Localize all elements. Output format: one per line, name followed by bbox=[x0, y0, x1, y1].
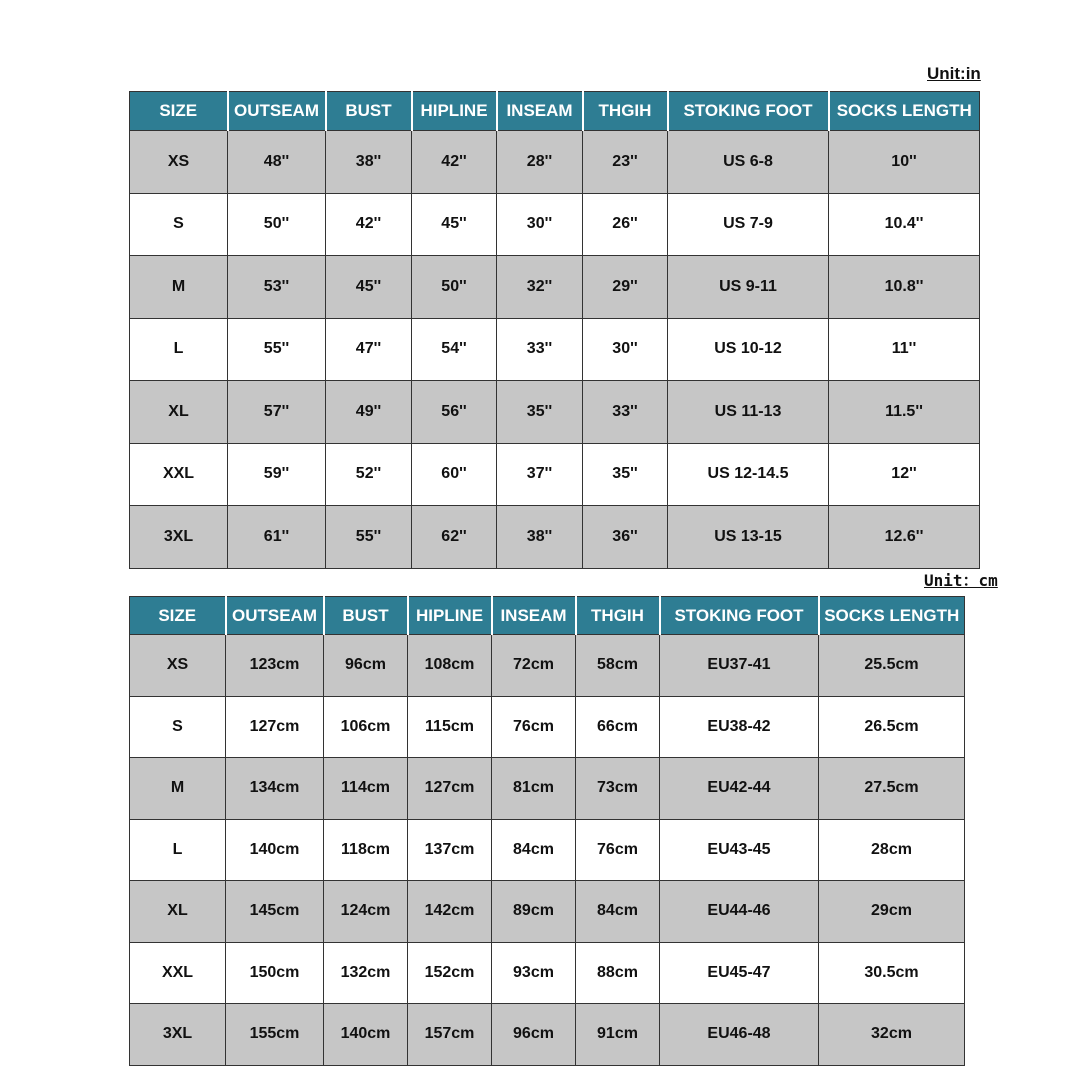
measurement-cell: 55'' bbox=[326, 506, 412, 569]
measurement-cell: 38'' bbox=[326, 131, 412, 194]
measurement-cell: 29'' bbox=[583, 256, 668, 319]
table-header-row bbox=[130, 92, 980, 131]
measurement-cell: 81cm bbox=[492, 758, 576, 820]
size-cell: XL bbox=[130, 381, 228, 444]
measurement-cell: 35'' bbox=[583, 443, 668, 506]
measurement-cell: 157cm bbox=[408, 1004, 492, 1066]
measurement-cell: 37'' bbox=[497, 443, 583, 506]
column-header: INSEAM bbox=[497, 92, 583, 131]
measurement-cell: 49'' bbox=[326, 381, 412, 444]
unit-inches-label: Unit:in bbox=[927, 64, 981, 83]
column-header: HIPLINE bbox=[412, 92, 497, 131]
table-row bbox=[130, 193, 980, 256]
table-row bbox=[130, 381, 980, 444]
measurement-cell: 124cm bbox=[324, 881, 408, 943]
size-cell: XS bbox=[130, 635, 226, 697]
measurement-cell: 35'' bbox=[497, 381, 583, 444]
measurement-cell: 73cm bbox=[576, 758, 660, 820]
size-cell: M bbox=[130, 758, 226, 820]
measurement-cell: 84cm bbox=[492, 819, 576, 881]
measurement-cell: 27.5cm bbox=[819, 758, 965, 820]
measurement-cell: 12.6'' bbox=[829, 506, 980, 569]
measurement-cell: 54'' bbox=[412, 318, 497, 381]
measurement-cell: 115cm bbox=[408, 696, 492, 758]
table-row bbox=[130, 635, 965, 697]
column-header: SIZE bbox=[130, 597, 226, 635]
measurement-cell: 127cm bbox=[226, 696, 324, 758]
table-row bbox=[130, 506, 980, 569]
column-header: SIZE bbox=[130, 92, 228, 131]
column-header: OUTSEAM bbox=[226, 597, 324, 635]
measurement-cell: 127cm bbox=[408, 758, 492, 820]
size-cell: S bbox=[130, 696, 226, 758]
measurement-cell: US 7-9 bbox=[668, 193, 829, 256]
measurement-cell: 88cm bbox=[576, 942, 660, 1004]
measurement-cell: EU37-41 bbox=[660, 635, 819, 697]
measurement-cell: 59'' bbox=[228, 443, 326, 506]
measurement-cell: 108cm bbox=[408, 635, 492, 697]
table-row bbox=[130, 942, 965, 1004]
measurement-cell: 114cm bbox=[324, 758, 408, 820]
measurement-cell: 62'' bbox=[412, 506, 497, 569]
column-header: SOCKS LENGTH bbox=[819, 597, 965, 635]
column-header: STOKING FOOT bbox=[660, 597, 819, 635]
column-header: HIPLINE bbox=[408, 597, 492, 635]
table-row bbox=[130, 318, 980, 381]
size-cell: L bbox=[130, 318, 228, 381]
measurement-cell: EU45-47 bbox=[660, 942, 819, 1004]
measurement-cell: 30'' bbox=[583, 318, 668, 381]
measurement-cell: 61'' bbox=[228, 506, 326, 569]
measurement-cell: 25.5cm bbox=[819, 635, 965, 697]
measurement-cell: 84cm bbox=[576, 881, 660, 943]
column-header: STOKING FOOT bbox=[668, 92, 829, 131]
measurement-cell: 10.8'' bbox=[829, 256, 980, 319]
size-cell: M bbox=[130, 256, 228, 319]
measurement-cell: 30'' bbox=[497, 193, 583, 256]
size-cell: XS bbox=[130, 131, 228, 194]
measurement-cell: 72cm bbox=[492, 635, 576, 697]
measurement-cell: 45'' bbox=[412, 193, 497, 256]
size-chart-inches bbox=[129, 91, 980, 569]
size-cell: 3XL bbox=[130, 506, 228, 569]
table-row bbox=[130, 256, 980, 319]
measurement-cell: 66cm bbox=[576, 696, 660, 758]
column-header: THGIH bbox=[576, 597, 660, 635]
size-cell: 3XL bbox=[130, 1004, 226, 1066]
measurement-cell: 60'' bbox=[412, 443, 497, 506]
table-row bbox=[130, 758, 965, 820]
table-row bbox=[130, 131, 980, 194]
measurement-cell: 55'' bbox=[228, 318, 326, 381]
measurement-cell: EU43-45 bbox=[660, 819, 819, 881]
column-header: INSEAM bbox=[492, 597, 576, 635]
measurement-cell: 56'' bbox=[412, 381, 497, 444]
measurement-cell: 32cm bbox=[819, 1004, 965, 1066]
table-body bbox=[130, 635, 965, 1066]
measurement-cell: 76cm bbox=[576, 819, 660, 881]
measurement-cell: US 11-13 bbox=[668, 381, 829, 444]
measurement-cell: EU46-48 bbox=[660, 1004, 819, 1066]
measurement-cell: 50'' bbox=[412, 256, 497, 319]
measurement-cell: 76cm bbox=[492, 696, 576, 758]
measurement-cell: 47'' bbox=[326, 318, 412, 381]
table-row bbox=[130, 881, 965, 943]
measurement-cell: 155cm bbox=[226, 1004, 324, 1066]
measurement-cell: 38'' bbox=[497, 506, 583, 569]
size-cell: XXL bbox=[130, 942, 226, 1004]
measurement-cell: EU42-44 bbox=[660, 758, 819, 820]
measurement-cell: 137cm bbox=[408, 819, 492, 881]
measurement-cell: US 10-12 bbox=[668, 318, 829, 381]
measurement-cell: 57'' bbox=[228, 381, 326, 444]
measurement-cell: 12'' bbox=[829, 443, 980, 506]
measurement-cell: EU44-46 bbox=[660, 881, 819, 943]
measurement-cell: 96cm bbox=[324, 635, 408, 697]
measurement-cell: 23'' bbox=[583, 131, 668, 194]
measurement-cell: 26.5cm bbox=[819, 696, 965, 758]
measurement-cell: US 9-11 bbox=[668, 256, 829, 319]
measurement-cell: US 12-14.5 bbox=[668, 443, 829, 506]
measurement-cell: 33'' bbox=[583, 381, 668, 444]
measurement-cell: 10'' bbox=[829, 131, 980, 194]
measurement-cell: 106cm bbox=[324, 696, 408, 758]
measurement-cell: 33'' bbox=[497, 318, 583, 381]
size-chart-cm bbox=[129, 596, 965, 1066]
measurement-cell: US 6-8 bbox=[668, 131, 829, 194]
measurement-cell: 142cm bbox=[408, 881, 492, 943]
measurement-cell: 28'' bbox=[497, 131, 583, 194]
measurement-cell: 45'' bbox=[326, 256, 412, 319]
measurement-cell: 89cm bbox=[492, 881, 576, 943]
size-cell: L bbox=[130, 819, 226, 881]
measurement-cell: 123cm bbox=[226, 635, 324, 697]
measurement-cell: 30.5cm bbox=[819, 942, 965, 1004]
unit-cm-label: Unit：cm bbox=[924, 571, 998, 590]
size-cell: XL bbox=[130, 881, 226, 943]
measurement-cell: 32'' bbox=[497, 256, 583, 319]
table-header-row bbox=[130, 597, 965, 635]
measurement-cell: 42'' bbox=[326, 193, 412, 256]
measurement-cell: 132cm bbox=[324, 942, 408, 1004]
table-row bbox=[130, 443, 980, 506]
measurement-cell: 48'' bbox=[228, 131, 326, 194]
measurement-cell: 28cm bbox=[819, 819, 965, 881]
column-header: OUTSEAM bbox=[228, 92, 326, 131]
measurement-cell: 140cm bbox=[324, 1004, 408, 1066]
measurement-cell: 53'' bbox=[228, 256, 326, 319]
table-row bbox=[130, 1004, 965, 1066]
measurement-cell: 11.5'' bbox=[829, 381, 980, 444]
measurement-cell: 42'' bbox=[412, 131, 497, 194]
measurement-cell: 58cm bbox=[576, 635, 660, 697]
measurement-cell: 150cm bbox=[226, 942, 324, 1004]
measurement-cell: 26'' bbox=[583, 193, 668, 256]
measurement-cell: 11'' bbox=[829, 318, 980, 381]
column-header: BUST bbox=[326, 92, 412, 131]
size-cell: S bbox=[130, 193, 228, 256]
measurement-cell: 93cm bbox=[492, 942, 576, 1004]
measurement-cell: 36'' bbox=[583, 506, 668, 569]
measurement-cell: 50'' bbox=[228, 193, 326, 256]
size-cell: XXL bbox=[130, 443, 228, 506]
table-row bbox=[130, 696, 965, 758]
column-header: SOCKS LENGTH bbox=[829, 92, 980, 131]
measurement-cell: 140cm bbox=[226, 819, 324, 881]
measurement-cell: 91cm bbox=[576, 1004, 660, 1066]
measurement-cell: 118cm bbox=[324, 819, 408, 881]
measurement-cell: EU38-42 bbox=[660, 696, 819, 758]
measurement-cell: US 13-15 bbox=[668, 506, 829, 569]
table-body bbox=[130, 131, 980, 569]
measurement-cell: 152cm bbox=[408, 942, 492, 1004]
measurement-cell: 145cm bbox=[226, 881, 324, 943]
column-header: BUST bbox=[324, 597, 408, 635]
measurement-cell: 134cm bbox=[226, 758, 324, 820]
measurement-cell: 29cm bbox=[819, 881, 965, 943]
measurement-cell: 10.4'' bbox=[829, 193, 980, 256]
measurement-cell: 96cm bbox=[492, 1004, 576, 1066]
table-row bbox=[130, 819, 965, 881]
column-header: THGIH bbox=[583, 92, 668, 131]
measurement-cell: 52'' bbox=[326, 443, 412, 506]
